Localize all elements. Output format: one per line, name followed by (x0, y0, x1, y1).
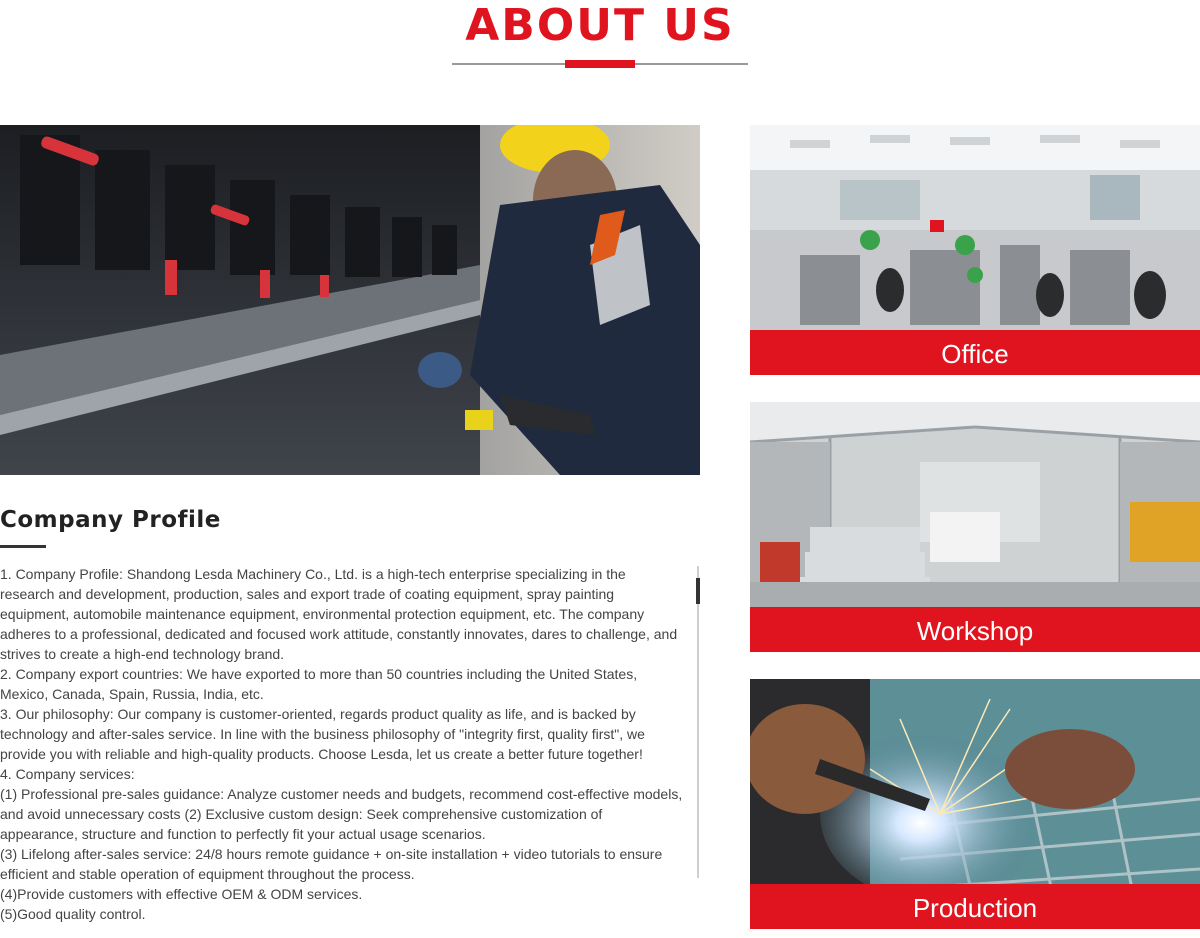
gallery-card-office[interactable] (750, 125, 1200, 375)
gallery-caption-workshop: Workshop (750, 607, 1200, 652)
gallery-caption-office: Office (750, 330, 1200, 375)
profile-paragraph: 3. Our philosophy: Our company is customer-oriented, regards product quality as life, and is backed by technology and after-sales service. In line with the business philosophy of "integrity first, quality first", we provide you with reliable and high-quality products. Choose Lesda, let us create a better future together! (0, 706, 645, 762)
scrollbar-thumb[interactable] (696, 578, 700, 604)
heading-underline (0, 545, 46, 548)
profile-paragraph: (3) Lifelong after-sales service: 24/8 hours remote guidance + on-site installation + video tutorials to ensure efficient and stable operation of equipment throughout the process. (0, 846, 663, 882)
profile-paragraph: (4)Provide customers with effective OEM & ODM services. (0, 886, 363, 902)
title-accent-bar (565, 60, 635, 68)
profile-paragraph: 1. Company Profile: Shandong Lesda Machinery Co., Ltd. is a high-tech enterprise specializing in the research and development, production, sales and export trade of coating equipment, spray painting equipment, automobile maintenance equipment, environmental protection equipment, etc. The company adheres to a professional, dedicated and focused work attitude, constantly innovates, dares to challenge, and strives to create a high-end technology brand. (0, 566, 678, 662)
company-profile-text (0, 564, 684, 924)
scrollbar-track[interactable] (697, 566, 699, 878)
gallery-card-workshop[interactable] (750, 402, 1200, 652)
company-profile-heading: Company Profile (0, 507, 221, 533)
gallery-caption-production: Production (750, 884, 1200, 929)
profile-paragraph: (1) Professional pre-sales guidance: Analyze customer needs and budgets, recommend cost-effective models, and avoid unnecessary costs (2) Exclusive custom design: Seek comprehensive customization of appearance, structure and function to perfectly fit your actual usage scenarios. (0, 786, 683, 842)
gallery-card-production[interactable] (750, 679, 1200, 929)
profile-paragraph: 4. Company services: (0, 766, 135, 782)
profile-paragraph: (5)Good quality control. (0, 906, 146, 922)
profile-paragraph: 2. Company export countries: We have exported to more than 50 countries including the United States, Mexico, Canada, Spain, Russia, India, etc. (0, 666, 638, 702)
about-us-title: ABOUT US (465, 0, 735, 51)
factory-worker-photo (0, 125, 700, 475)
